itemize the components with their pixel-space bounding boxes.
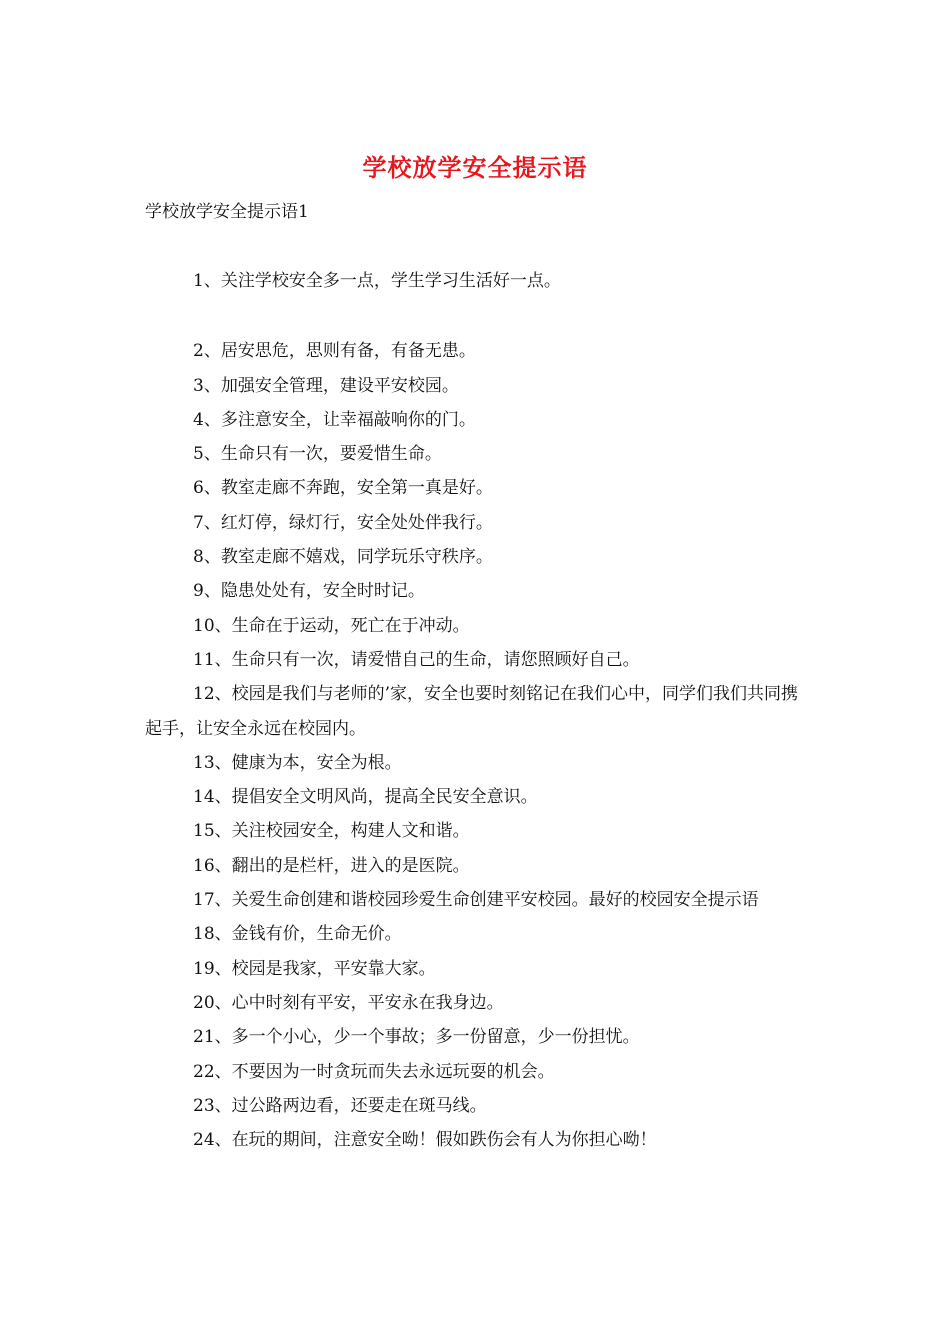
list-item: 15、关注校园安全，构建人文和谐。 — [193, 821, 470, 842]
list-item: 16、翻出的是栏杆，进入的是医院。 — [193, 855, 470, 876]
list-item: 23、过公路两边看，还要走在斑马线。 — [193, 1095, 487, 1116]
list-item: 2、居安思危，思则有备，有备无患。 — [193, 341, 476, 362]
list-item: 18、金钱有价，生命无价。 — [193, 924, 402, 945]
list-item: 13、健康为本，安全为根。 — [193, 752, 402, 773]
list-item: 9、隐患处处有，安全时时记。 — [193, 581, 425, 602]
tips-list — [145, 264, 810, 1157]
list-item: 1、关注学校安全多一点，学生学习生活好一点。 — [193, 271, 561, 291]
list-item: 19、校园是我家，平安靠大家。 — [193, 958, 436, 979]
document-title: 学校放学安全提示语 — [362, 153, 588, 182]
list-item: 24、在玩的期间，注意安全呦！假如跌伤会有人为你担心呦！ — [193, 1130, 657, 1151]
list-item: 6、教室走廊不奔跑，安全第一真是好。 — [193, 478, 493, 499]
list-item: 20、心中时刻有平安，平安永在我身边。 — [193, 992, 504, 1013]
list-item: 3、加强安全管理，建设平安校园。 — [193, 375, 459, 396]
list-item: 11、生命只有一次，请爱惜自己的生命，请您照顾好自己。 — [193, 649, 640, 670]
list-item: 22、不要因为一时贪玩而失去永远玩耍的机会。 — [193, 1061, 555, 1082]
list-item: 5、生命只有一次，要爱惜生命。 — [193, 444, 442, 465]
list-item: 14、提倡安全文明风尚，提高全民安全意识。 — [193, 787, 538, 808]
list-item: 21、多一个小心，少一个事故；多一份留意，少一份担忧。 — [193, 1027, 640, 1048]
list-item: 4、多注意安全，让幸福敲响你的门。 — [193, 409, 476, 430]
section-heading: 学校放学安全提示语1 — [145, 202, 309, 222]
list-item: 7、红灯停，绿灯行，安全处处伴我行。 — [193, 512, 493, 533]
list-item: 17、关爱生命创建和谐校园珍爱生命创建平安校园。最好的校园安全提示语 — [193, 890, 759, 911]
list-item: 10、生命在于运动，死亡在于冲动。 — [193, 615, 470, 636]
list-item: 8、教室走廊不嬉戏，同学玩乐守秩序。 — [193, 547, 493, 568]
list-item: 12、校园是我们与老师的’家，安全也要时刻铭记在我们心中，同学们我们共同携起手，让安全永远在校园内。 — [145, 684, 799, 739]
